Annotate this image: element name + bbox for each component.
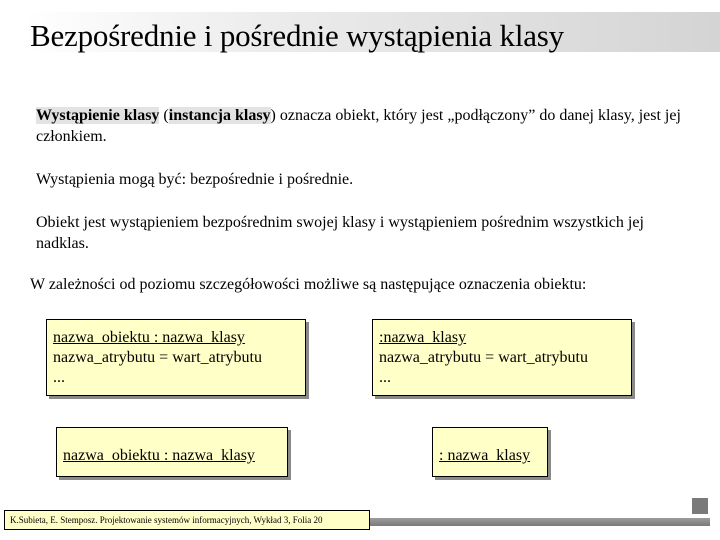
object-box-class-only [432,427,548,477]
box-header: nazwa_obiektu : nazwa_klasy [63,447,255,464]
box-ellipsis: ... [379,369,391,386]
term2-highlight: instancja klasy [168,107,271,124]
term-highlight: Wystąpienie klasy [36,107,160,124]
box-header: : nazwa_klasy [439,447,531,464]
box-ellipsis: ... [53,369,65,386]
definition-rest: ) oznacza obiekt, który jest „podłączony” do danej klasy, jest jej członkiem. [36,107,681,145]
corner-square [692,498,708,514]
footer-bar [370,518,710,526]
box-attribute: nazwa_atrybutu = wart_atrybutu [379,349,588,366]
paren-open: ( [159,107,169,124]
direct-indirect-paragraph: Obiekt jest wystąpieniem bezpośrednim swojej klasy i wystąpieniem pośrednim wszystkich jej nadklas. [36,214,644,252]
footer-citation: K.Subieta, E. Stemposz. Projektowanie systemów informacyjnych, Wykład 3, Folia 20 [4,510,370,530]
slide-title: Bezpośrednie i pośrednie wystąpienia klasy [30,18,564,53]
box-header: :nazwa_klasy [379,329,467,346]
notation-intro-paragraph: W zależności od poziomu szczegółowości możliwe są następujące oznaczenia obiektu: [30,276,587,293]
kinds-paragraph: Wystąpienia mogą być: bezpośrednie i pośrednie. [36,171,354,188]
box-attribute: nazwa_atrybutu = wart_atrybutu [53,349,262,366]
object-box-full [46,319,306,396]
object-box-anonymous [372,319,632,396]
object-box-name-only [56,427,288,477]
definition-paragraph [36,105,686,147]
box-header: nazwa_obiektu : nazwa_klasy [53,329,245,346]
